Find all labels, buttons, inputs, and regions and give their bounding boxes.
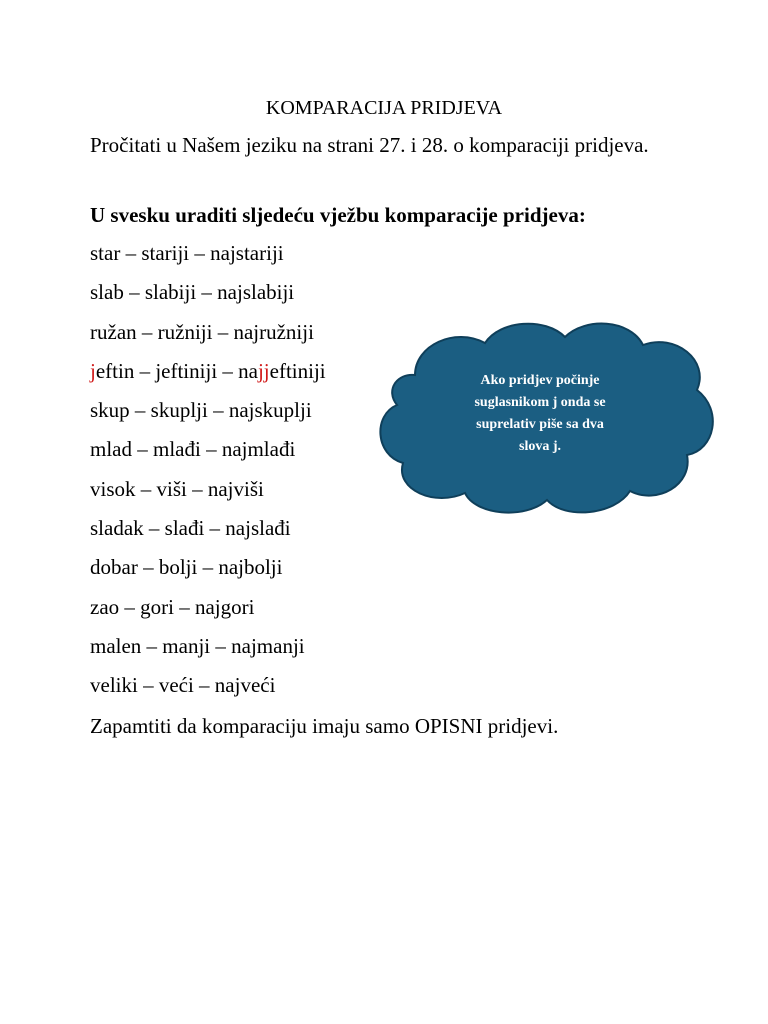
comparison-item: mlad – mlađi – najmlađi bbox=[90, 437, 296, 462]
comparison-item: visok – viši – najviši bbox=[90, 476, 264, 501]
comparison-item: malen – manji – najmanji bbox=[90, 633, 305, 658]
comparison-item: ružan – ružniji – najružniji bbox=[90, 319, 314, 344]
callout-text: Ako pridjev počinje suglasnikom j onda se suprelativ piše sa dva slova j. bbox=[474, 373, 606, 454]
comparison-item: dobar – bolji – najbolji bbox=[90, 555, 283, 580]
page-title: KOMPARACIJA PRIDJEVA bbox=[265, 97, 503, 119]
comparison-text: eftiniji bbox=[269, 358, 326, 383]
cloud-callout bbox=[375, 315, 720, 515]
instruction-heading: U svesku uraditi sljedeću vježbu komparacije pridjeva: bbox=[90, 203, 586, 227]
comparison-item: skup – skuplji – najskuplji bbox=[90, 398, 312, 423]
comparison-item: star – stariji – najstariji bbox=[90, 241, 284, 265]
comparison-text: eftin – jeftiniji – na bbox=[95, 358, 258, 383]
comparison-list bbox=[90, 239, 326, 711]
highlight-letters: jj bbox=[257, 358, 270, 383]
intro-paragraph: Pročitati u Našem jeziku na strani 27. i 28. o komparaciji pridjeva. bbox=[90, 133, 649, 157]
comparison-item: veliki – veći – najveći bbox=[90, 673, 276, 698]
comparison-item: sladak – slađi – najslađi bbox=[90, 516, 291, 541]
comparison-item-highlighted bbox=[90, 357, 326, 396]
comparison-item: zao – gori – najgori bbox=[90, 594, 255, 619]
highlight-letter: j bbox=[90, 358, 96, 383]
comparison-item: slab – slabiji – najslabiji bbox=[90, 280, 295, 305]
closing-note: Zapamtiti da komparaciju imaju samo OPISNI pridjevi. bbox=[90, 714, 559, 738]
